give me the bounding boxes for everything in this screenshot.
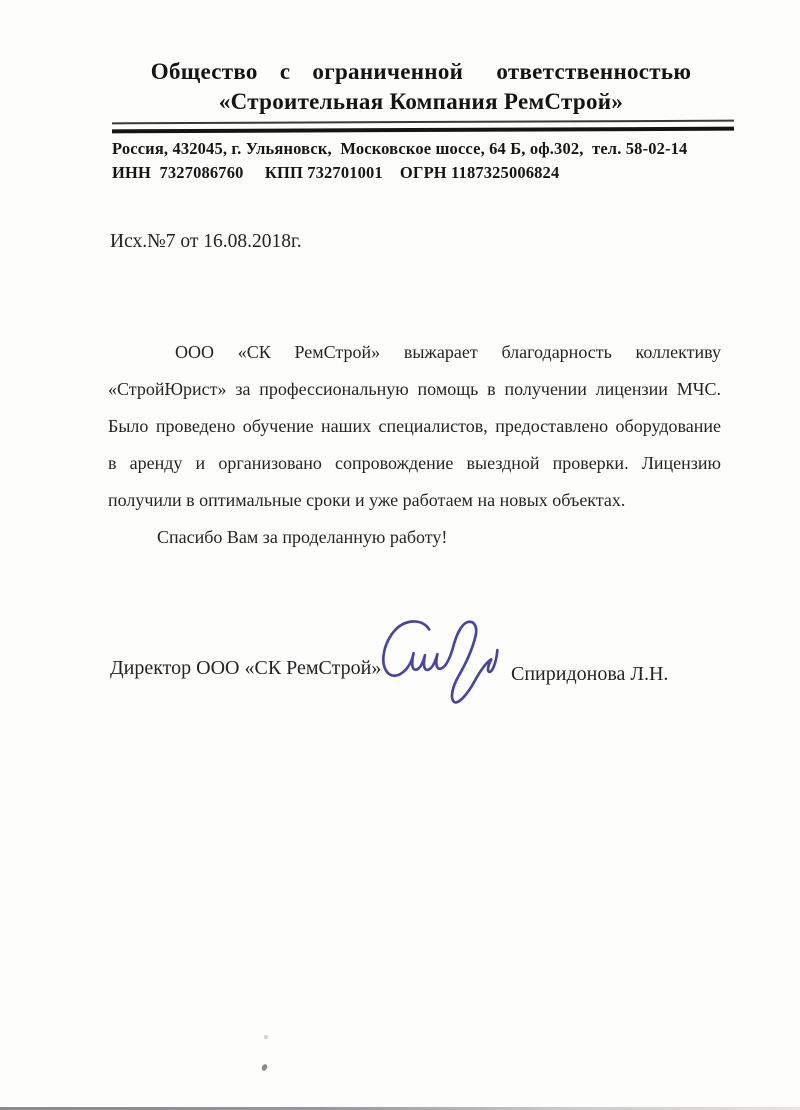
- body-line-5: получили в оптимальные сроки и уже работаем на новых объектах.: [108, 490, 626, 510]
- org-name-line-2: «Строительная Компания РемСтрой»: [218, 89, 624, 114]
- signature-stroke: [383, 621, 497, 702]
- letterhead-rule-thick: [112, 127, 734, 134]
- body-line-2: «СтройЮрист» за профессиональную помощь в получении лицензии МЧС.: [108, 379, 721, 399]
- handwritten-signature: [366, 608, 516, 718]
- signer-name: Спиридонова Л.Н.: [511, 663, 669, 685]
- body-line-closing: Спасибо Вам за проделанную работу!: [157, 527, 448, 547]
- outgoing-number-line: Исх.№7 от 16.08.2018г.: [110, 231, 302, 252]
- letterhead-org-name: [110, 56, 732, 116]
- org-name-line-1: Общество с ограниченной ответственностью: [150, 59, 692, 84]
- body-line-3: Было проведено обучение наших специалистов, предоставлено оборудование: [108, 416, 721, 436]
- body-line-1: ООО «СК РемСтрой» выжарает благодарность коллективу: [175, 342, 721, 362]
- letterhead-address-line: Россия, 432045, г. Ульяновск, Московское шоссе, 64 Б, оф.302, тел. 58-02-14: [112, 139, 688, 158]
- letterhead-rule-thin: [112, 120, 734, 125]
- scan-dust-speck: [264, 1035, 268, 1039]
- letterhead-requisites-line: ИНН 7327086760 КПП 732701001 ОГРН 1187325006824: [112, 163, 560, 182]
- signature-position-title: Директор ООО «СК РемСтрой»: [110, 657, 382, 679]
- scan-dust-speck: [261, 1063, 268, 1071]
- body-line-4: в аренду и организовано сопровождение выездной проверки. Лицензию: [108, 453, 721, 473]
- letter-body: [108, 334, 721, 556]
